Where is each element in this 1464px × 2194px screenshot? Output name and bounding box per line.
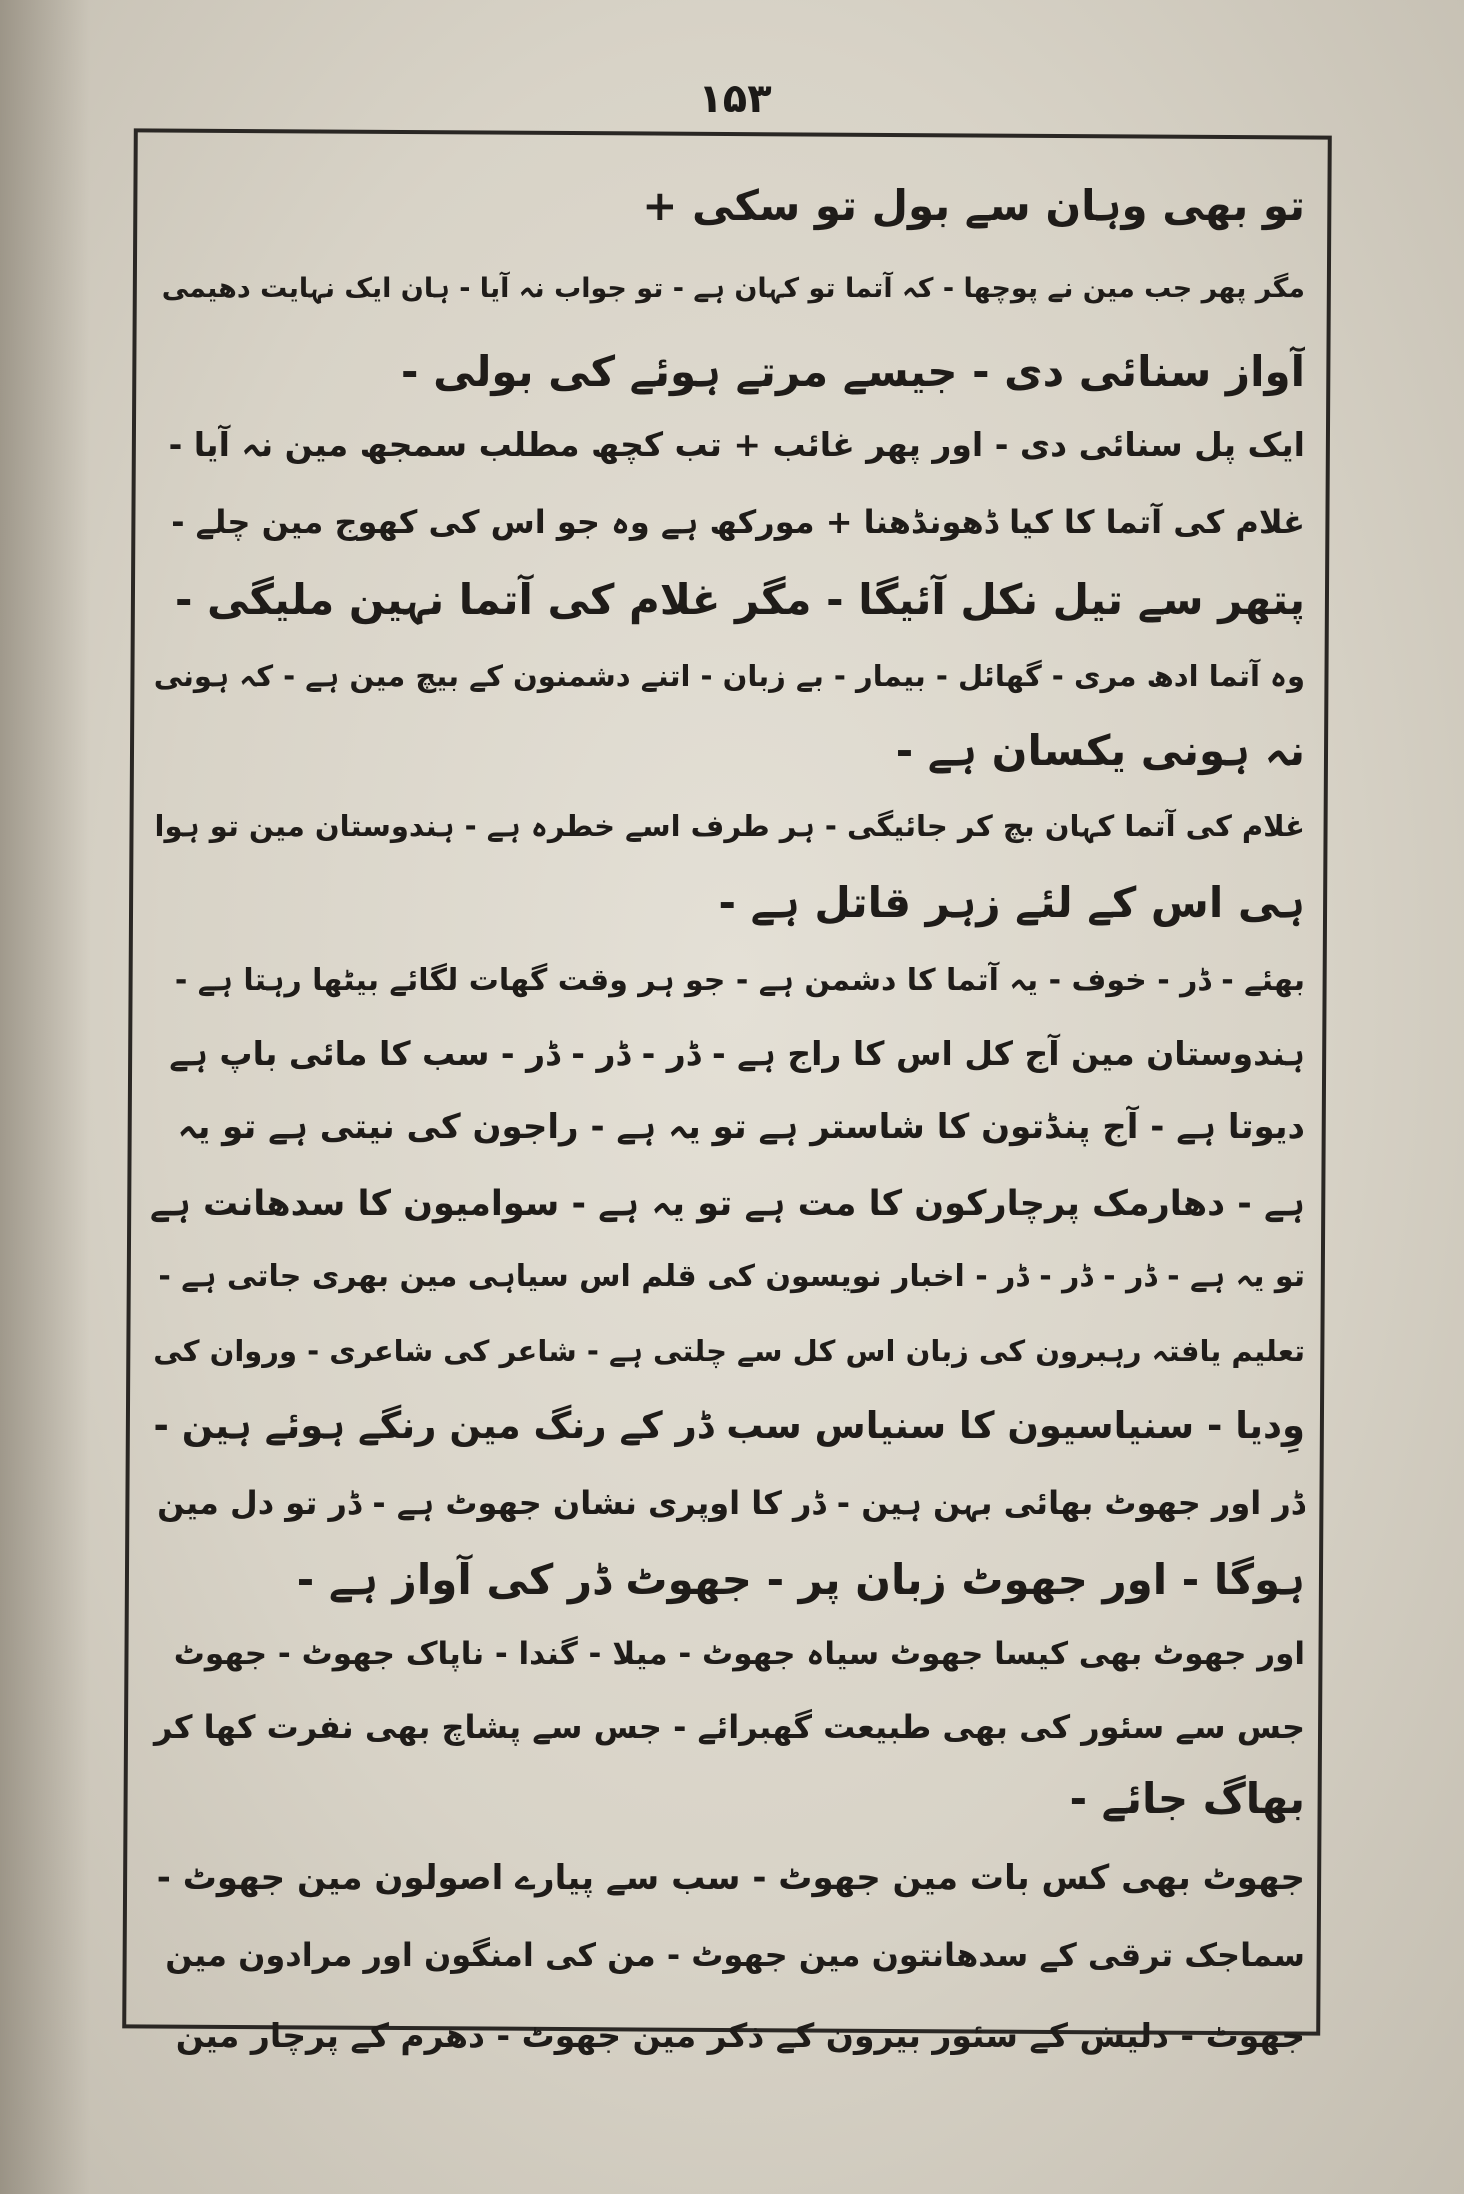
text-line: ہندوستان مین آج کل اس کا راج ہے - ڈر - ڈر - ڈر - سب کا مائی باپ ہے — [169, 1034, 1305, 1073]
text-line: بھاگ جائے - — [1069, 1774, 1305, 1823]
text-line: ہے - دھارمک پرچارکون کا مت ہے تو یہ ہے - سوامیون کا سدھانت ہے — [150, 1184, 1305, 1224]
text-line: بھئے - ڈر - خوف - یہ آتما کا دشمن ہے - جو ہر وقت گھات لگائے بیٹھا رہتا ہے - — [174, 963, 1305, 998]
text-line: آواز سنائی دی - جیسے مرتے ہوئے کی بولی - — [401, 347, 1305, 396]
urdu-text-body — [150, 160, 1305, 2055]
text-line: تو بھی وہان سے بول تو سکی + — [642, 181, 1305, 230]
text-line: جھوٹ بھی کس بات مین جھوٹ - سب سے پیارے اصولون مین جھوٹ - — [156, 1858, 1305, 1898]
text-line: سماجک ترقی کے سدھانتون مین جھوٹ - من کی امنگون اور مرادون مین — [165, 1936, 1305, 1974]
text-line: غلام کی آتما کہان بچ کر جائیگی - ہر طرف اسے خطرہ ہے - ہندوستان مین تو ہوا — [154, 809, 1305, 843]
text-line: دیوتا ہے - آج پنڈتون کا شاستر ہے تو یہ ہے - راجون کی نیتی ہے تو یہ — [177, 1107, 1305, 1147]
text-line: ایک پل سنائی دی - اور پھر غائب + تب کچھ مطلب سمجھ مین نہ آیا - — [168, 425, 1305, 464]
text-line: تعلیم یافتہ رہبرون کی زبان اس کل سے چلتی ہے - شاعر کی شاعری - وروان کی — [153, 1334, 1305, 1368]
page-gutter-shadow — [0, 0, 90, 2194]
text-line: ہی اس کے لئے زہر قاتل ہے - — [718, 878, 1305, 927]
text-line: مگر پھر جب مین نے پوچھا - کہ آتما تو کہان ہے - تو جواب نہ آیا - ہان ایک نہایت دھیمی — [161, 273, 1305, 304]
page-number: ۱۵۳ — [698, 76, 772, 122]
text-line: نہ ہونی یکسان ہے - — [895, 726, 1305, 775]
text-line: ڈر اور جھوٹ بھائی بہن ہین - ڈر کا اوپری نشان جھوٹ ہے - ڈر تو دل مین — [157, 1484, 1305, 1522]
text-line: وہ آتما ادھ مری - گھائل - بیمار - بے زبان - اتنے دشمنون کے بیچ مین ہے - کہ ہونی — [153, 659, 1305, 693]
text-line: پتھر سے تیل نکل آئیگا - مگر غلام کی آتما نہین ملیگی - — [174, 575, 1305, 624]
text-line: تو یہ ہے - ڈر - ڈر - ڈر - اخبار نویسون کی قلم اس سیاہی مین بھری جاتی ہے - — [158, 1259, 1305, 1294]
text-line: جس سے سئور کی بھی طبیعت گھبرائے - جس سے پشاچ بھی نفرت کھا کر — [154, 1708, 1305, 1746]
text-line: جھوٹ - دلیش کے سئور بیرون کے ذکر مین جھوٹ - دھرم کے پرچار مین — [175, 2016, 1305, 2055]
text-line: اور جھوٹ بھی کیسا جھوٹ سیاہ جھوٹ - میلا - گندا - ناپاک جھوٹ - جھوٹ — [173, 1636, 1305, 1672]
text-line: غلام کی آتما کا کیا ڈھونڈھنا + مورکھ ہے وہ جو اس کی کھوج مین چلے - — [171, 503, 1305, 541]
text-line: ہوگا - اور جھوٹ زبان پر - جھوٹ ڈر کی آواز ہے - — [296, 1555, 1305, 1604]
text-line: وِدیا - سنیاسیون کا سنیاس سب ڈر کے رنگ مین رنگے ہوئے ہین - — [153, 1404, 1305, 1447]
